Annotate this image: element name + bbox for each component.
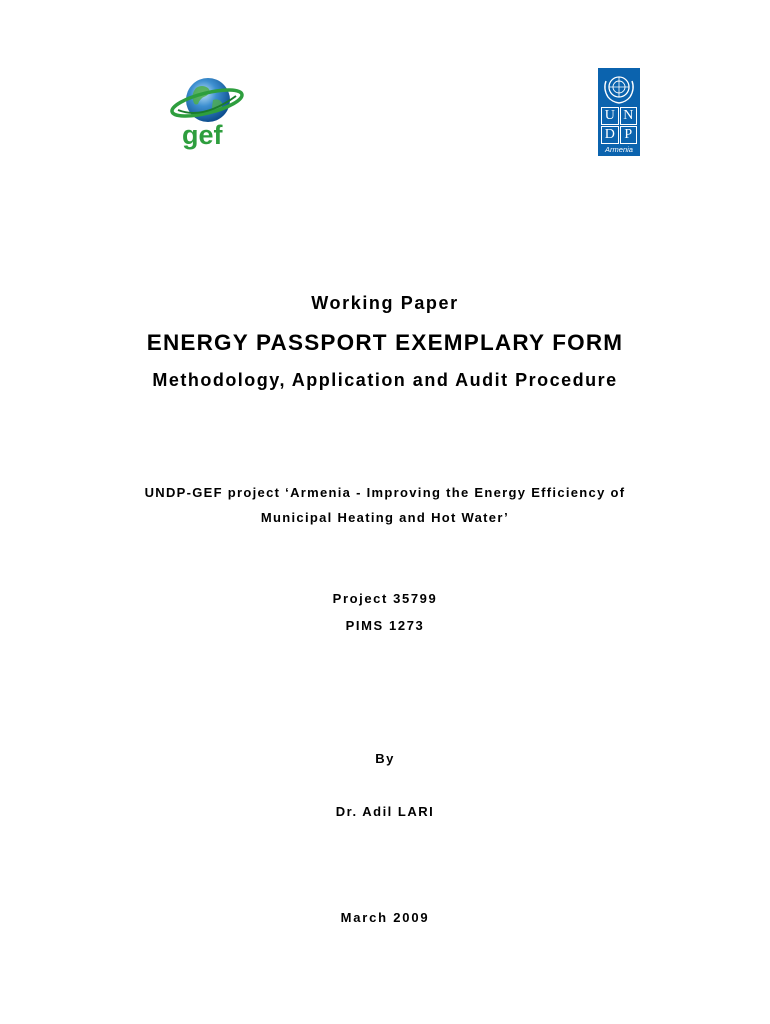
paper-type: Working Paper xyxy=(311,293,459,313)
document-subtitle: Methodology, Application and Audit Procedure xyxy=(152,370,618,390)
undp-letter: N xyxy=(620,107,638,125)
undp-logo xyxy=(598,68,640,156)
gef-globe-icon xyxy=(168,70,246,150)
un-emblem-icon xyxy=(601,71,637,105)
undp-letter: U xyxy=(601,107,619,125)
publication-date: March 2009 xyxy=(340,910,430,925)
undp-letter: D xyxy=(601,126,619,144)
document-title: ENERGY PASSPORT EXEMPLARY FORM xyxy=(146,330,624,355)
by-label: By xyxy=(375,751,395,766)
undp-letter-grid xyxy=(601,107,637,144)
project-description-line-2: Municipal Heating and Hot Water’ xyxy=(260,510,510,525)
gef-logo xyxy=(168,70,246,150)
svg-text:gef: gef xyxy=(182,120,223,150)
undp-letter: P xyxy=(620,126,638,144)
pims-number: PIMS 1273 xyxy=(345,618,425,633)
undp-country-label: Armenia xyxy=(605,145,633,154)
project-number: Project 35799 xyxy=(332,591,438,606)
project-description-line-1: UNDP-GEF project ‘Armenia - Improving the Energy Efficiency of xyxy=(144,485,626,500)
author-name: Dr. Adil LARI xyxy=(335,804,435,819)
